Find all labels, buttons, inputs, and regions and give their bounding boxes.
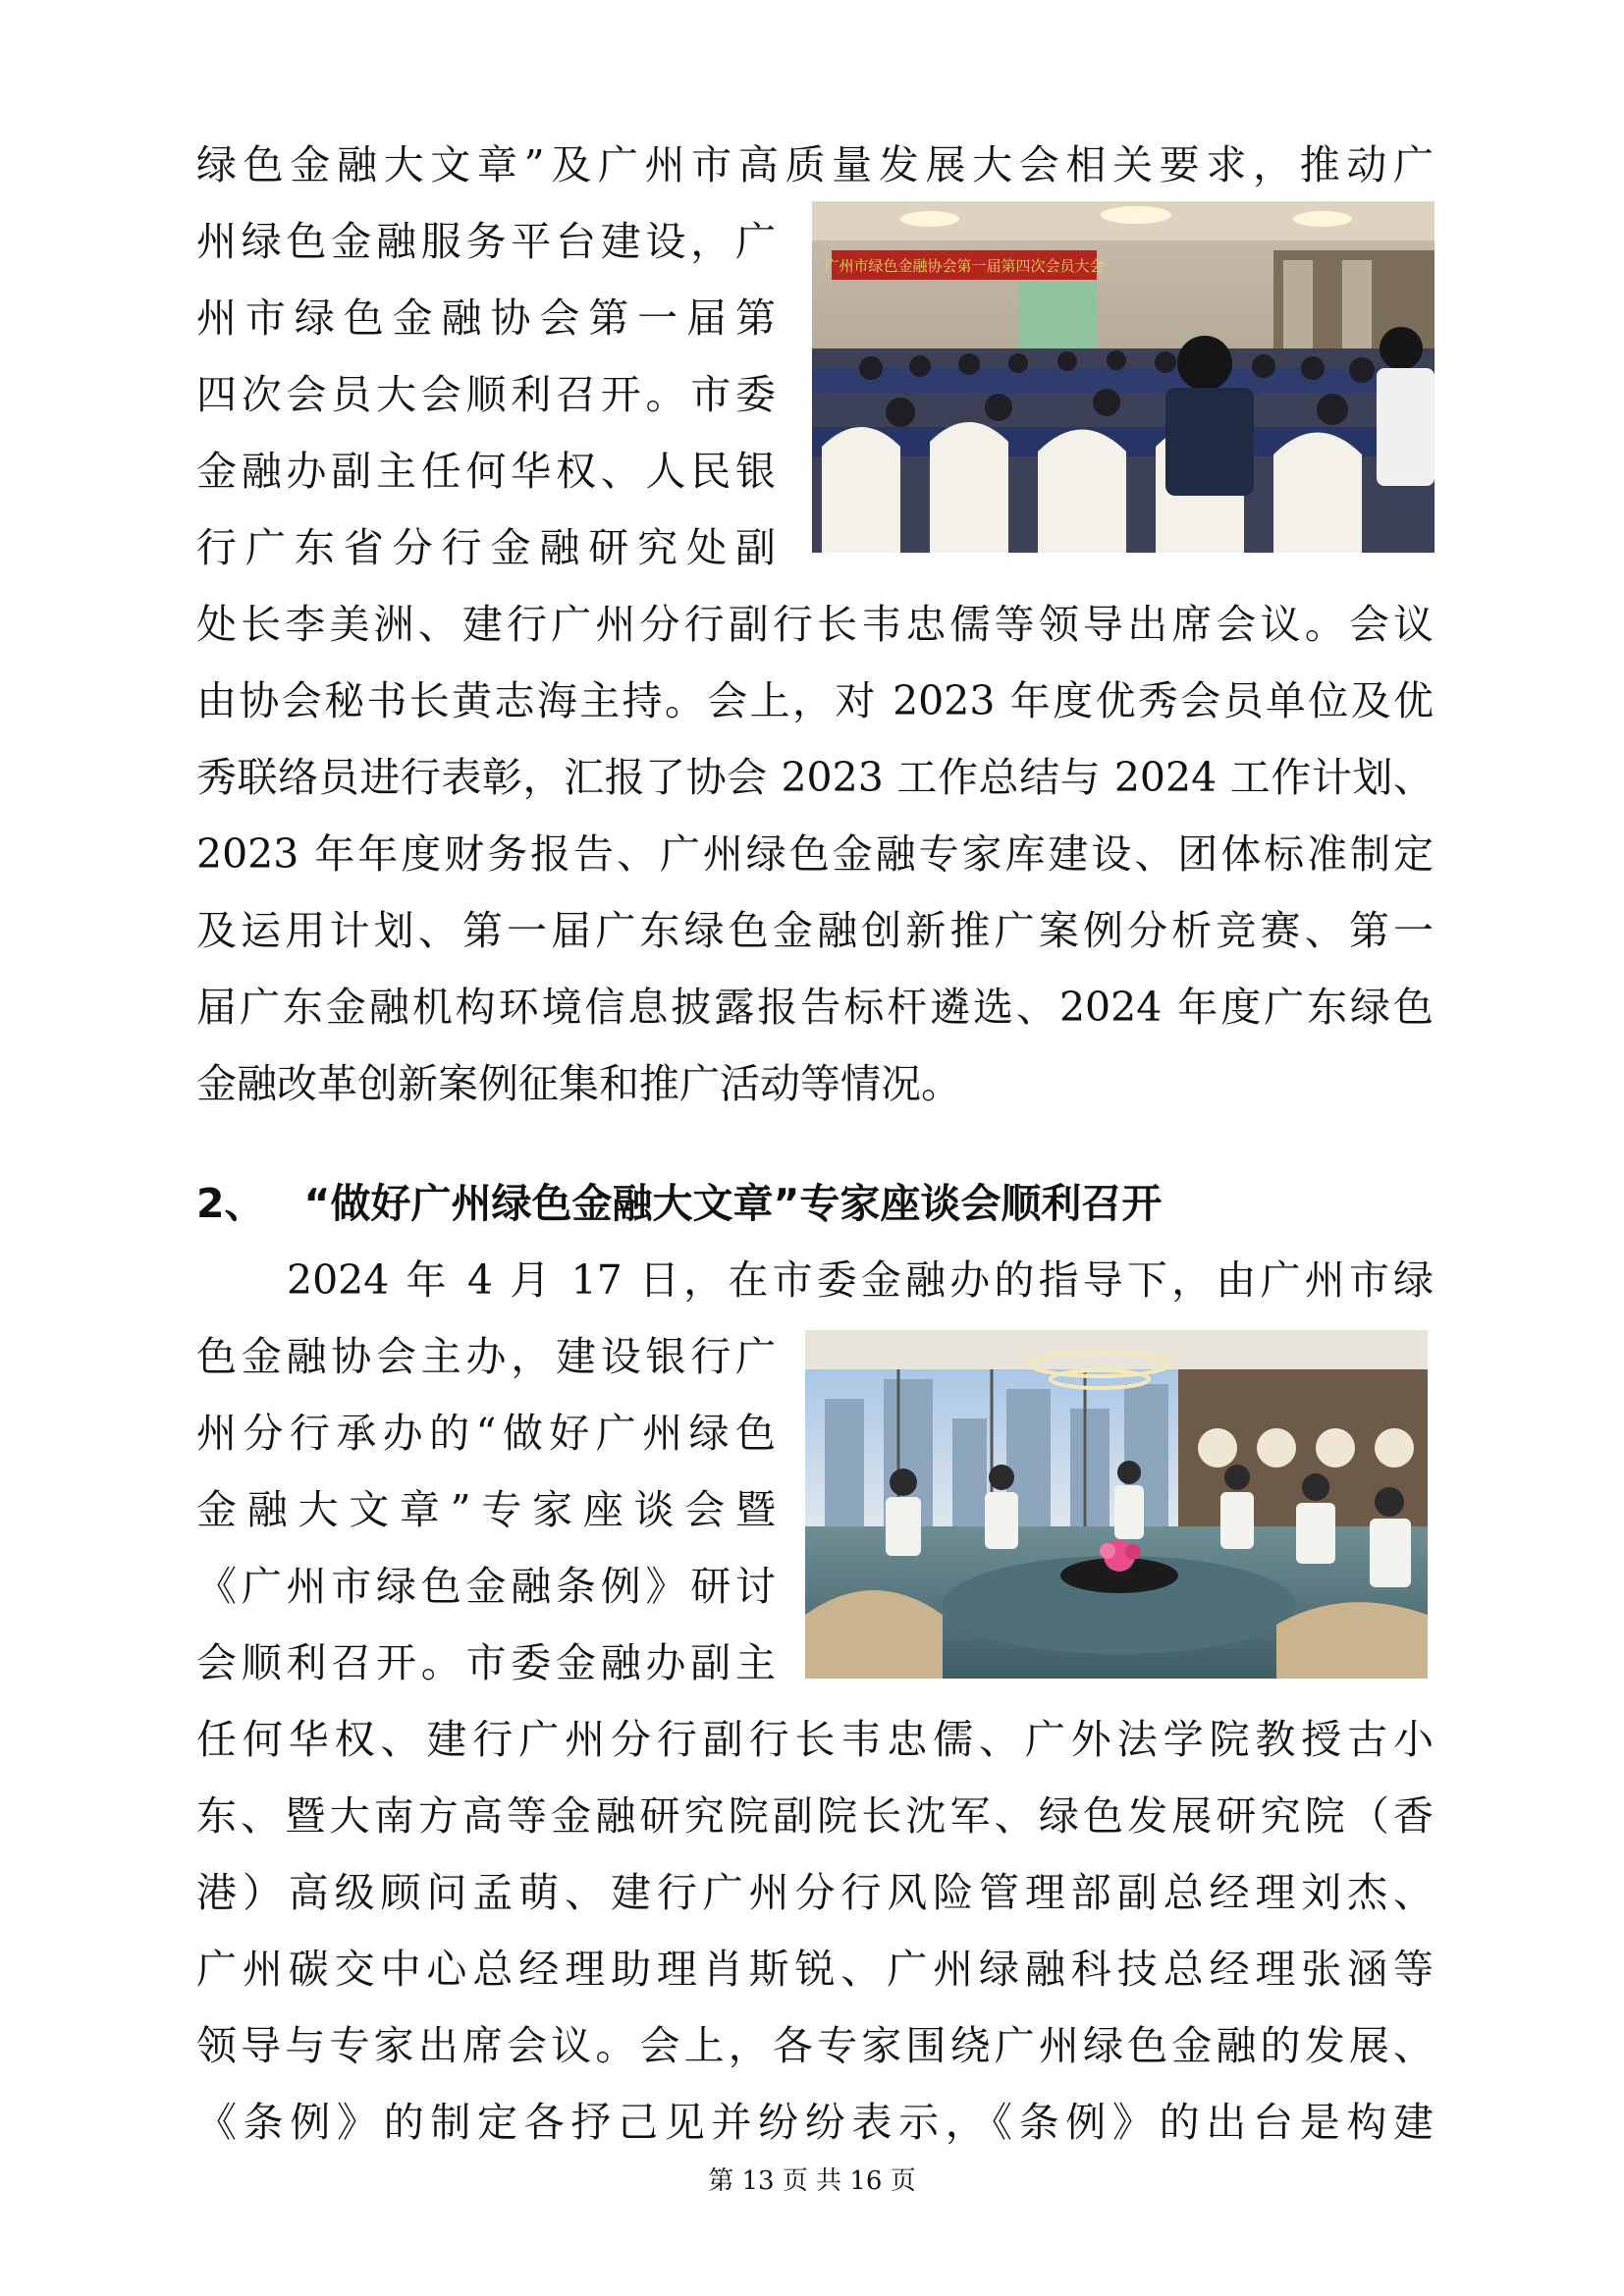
paragraph2-line: 东、暨大南方高等金融研究院副院长沈军、绿色发展研究院（香 [196, 1792, 1434, 1840]
paragraph1-line: 州绿色金融服务平台建设，广 [196, 218, 776, 265]
paragraph2-line: 州分行承办的“做好广州绿色 [196, 1410, 776, 1457]
paragraph1-line: 2023 年年度财务报告、广州绿色金融专家库建设、团体标准制定 [196, 830, 1434, 878]
page-number: 第 13 页 共 16 页 [708, 2166, 916, 2196]
paragraph2-line: 色金融协会主办，建设银行广 [196, 1333, 776, 1380]
paragraph2-line: 金融大文章”专家座谈会暨 [196, 1486, 776, 1533]
paragraph1-line: 处长李美洲、建行广州分行副行长韦忠儒等领导出席会议。会议 [196, 601, 1434, 648]
paragraph1-line: 及运用计划、第一届广东绿色金融创新推广案例分析竞赛、第一 [196, 907, 1434, 954]
paragraph2-line: 港）高级顾问孟萌、建行广州分行风险管理部副总经理刘杰、 [196, 1869, 1434, 1916]
paragraph1-line: 四次会员大会顺利召开。市委 [196, 371, 776, 418]
paragraph1-line: 秀联络员进行表彰，汇报了协会 2023 工作总结与 2024 工作计划、 [196, 754, 1434, 801]
section-heading [196, 1173, 1434, 1234]
paragraph2-line: 2024 年 4 月 17 日，在市委金融办的指导下，由广州市绿 [287, 1256, 1434, 1304]
paragraph2-line: 广州碳交中心总经理助理肖斯锐、广州绿融科技总经理张涵等 [196, 1946, 1434, 1993]
paragraph1-line: 金融办副主任何华权、人民银 [196, 448, 776, 495]
paragraph2-line: 会顺利召开。市委金融办副主 [196, 1639, 776, 1686]
paragraph1-line: 由协会秘书长黄志海主持。会上，对 2023 年度优秀会员单位及优 [196, 677, 1434, 724]
paragraph1-line: 届广东金融机构环境信息披露报告标杆遴选、2024 年度广东绿色 [196, 984, 1434, 1031]
paragraph1-line: 绿色金融大文章”及广州市高质量发展大会相关要求，推动广 [196, 141, 1434, 188]
paragraph1-line: 金融改革创新案例征集和推广活动等情况。 [196, 1060, 961, 1107]
section-title: “做好广州绿色金融大文章”专家座谈会顺利召开 [303, 1180, 1163, 1227]
paragraph2-line: 《条例》的制定各抒己见并纷纷表示，《条例》的出台是构建 [196, 2099, 1434, 2146]
paragraph2-line: 《广州市绿色金融条例》研讨 [196, 1563, 776, 1610]
paragraph2-line: 领导与专家出席会议。会上，各专家围绕广州绿色金融的发展、 [196, 2022, 1434, 2069]
conference-banner: 广州市绿色金融协会第一届第四次会员大会 [824, 257, 1105, 275]
conference-photo [812, 201, 1435, 553]
seminar-photo [805, 1330, 1428, 1679]
section-number: 2、 [196, 1180, 265, 1227]
paragraph1-line: 行广东省分行金融研究处副 [196, 524, 776, 571]
paragraph2-line: 任何华权、建行广州分行副行长韦忠儒、广外法学院教授古小 [196, 1716, 1434, 1763]
paragraph1-line: 州市绿色金融协会第一届第 [196, 294, 776, 342]
